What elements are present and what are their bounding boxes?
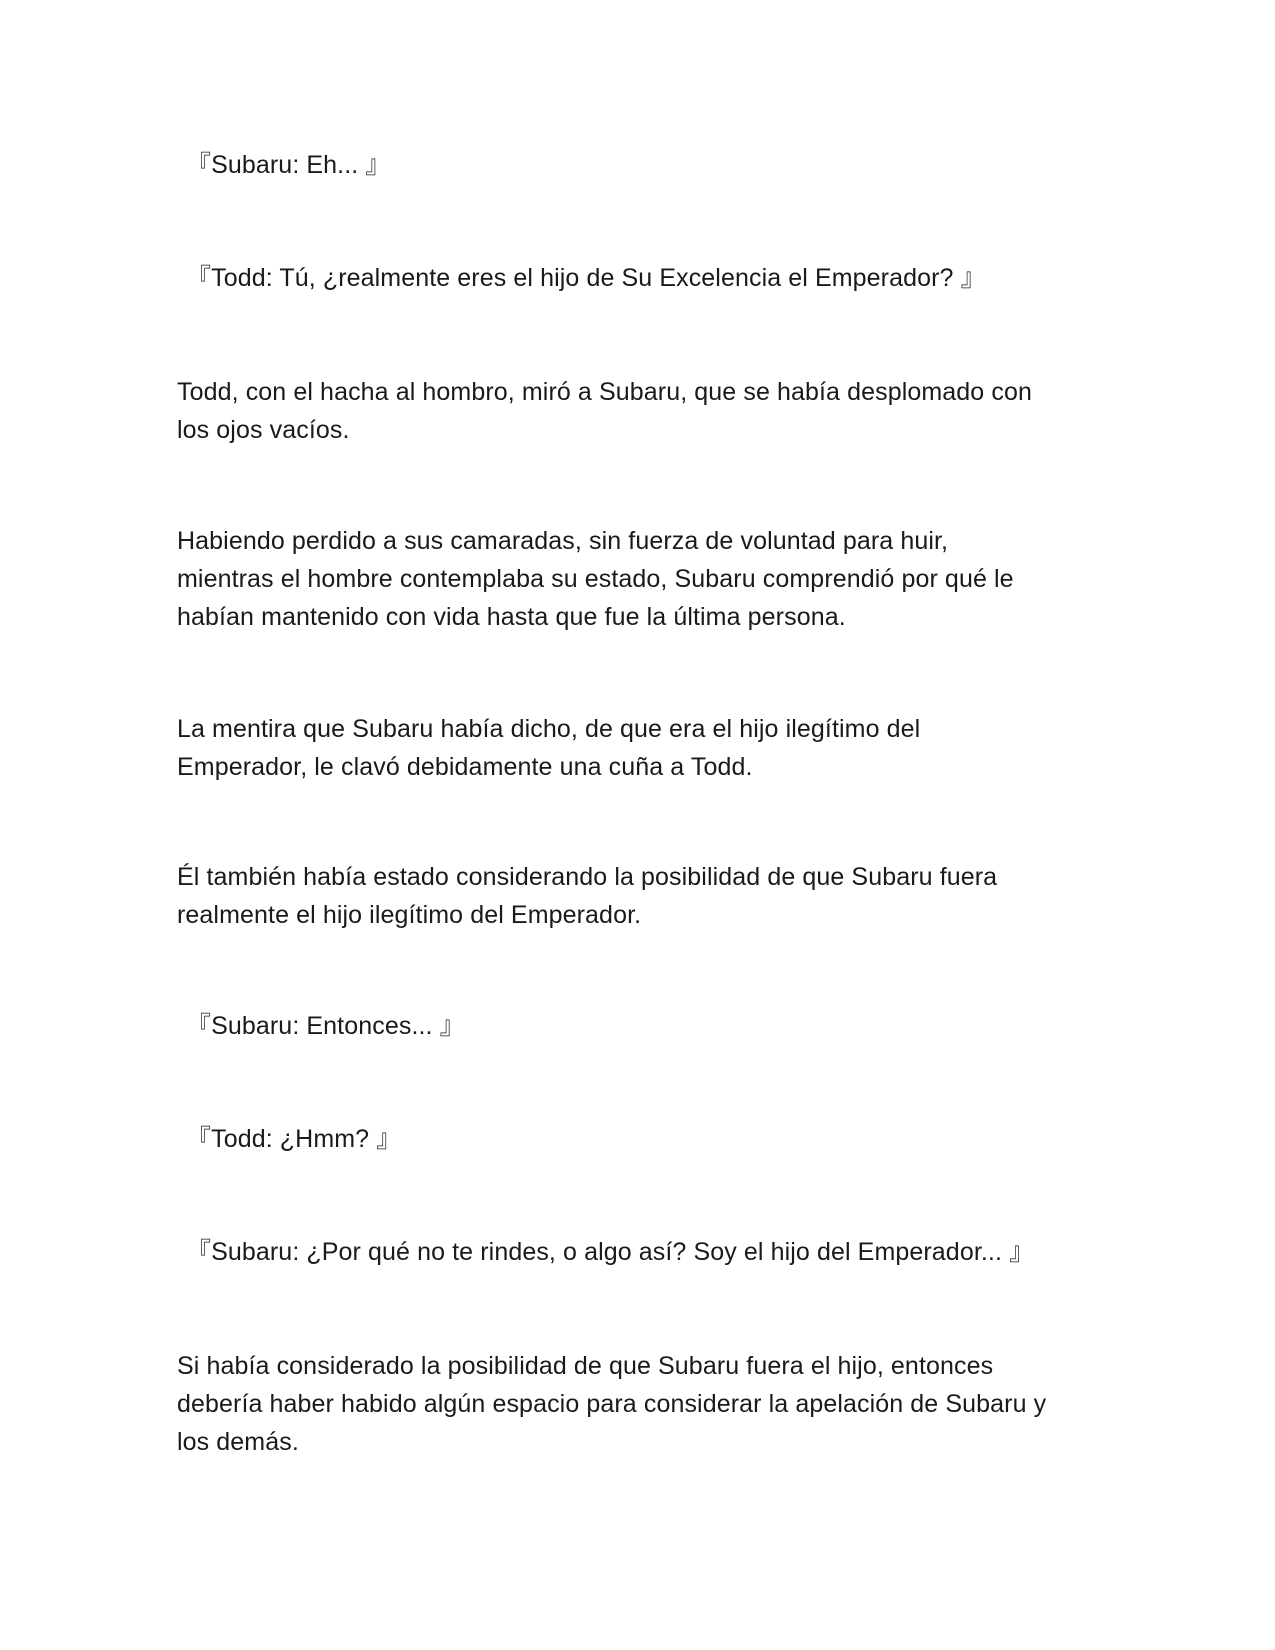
narration-paragraph: Él también había estado considerando la posibilidad de que Subaru fuera realmente el hijo ilegítimo del Emperador.: [177, 863, 998, 929]
narration-paragraph: La mentira que Subaru había dicho, de que era el hijo ilegítimo del Emperador, le clavó debidamente una cuña a Todd.: [177, 715, 921, 781]
dialogue-line: 『Subaru: ¿Por qué no te rindes, o algo así? Soy el hijo del Emperador... 』: [186, 1238, 1035, 1266]
narration-paragraph: Todd, con el hacha al hombro, miró a Subaru, que se había desplomado con los ojos vacíos.: [177, 378, 1032, 444]
dialogue-line: 『Subaru: Eh... 』: [186, 151, 391, 179]
narration-paragraph: Habiendo perdido a sus camaradas, sin fuerza de voluntad para huir, mientras el hombre contemplaba su estado, Subaru comprendió por qué le habían mantenido con vida hasta que fue la última persona.: [177, 527, 1014, 631]
narration-paragraph: Si había considerado la posibilidad de que Subaru fuera el hijo, entonces debería haber habido algún espacio para considerar la apelación de Subaru y los demás.: [177, 1352, 1047, 1456]
dialogue-line: 『Subaru: Entonces... 』: [186, 1012, 465, 1040]
dialogue-line: 『Todd: ¿Hmm? 』: [186, 1125, 402, 1153]
dialogue-line: 『Todd: Tú, ¿realmente eres el hijo de Su Excelencia el Emperador? 』: [186, 264, 986, 292]
